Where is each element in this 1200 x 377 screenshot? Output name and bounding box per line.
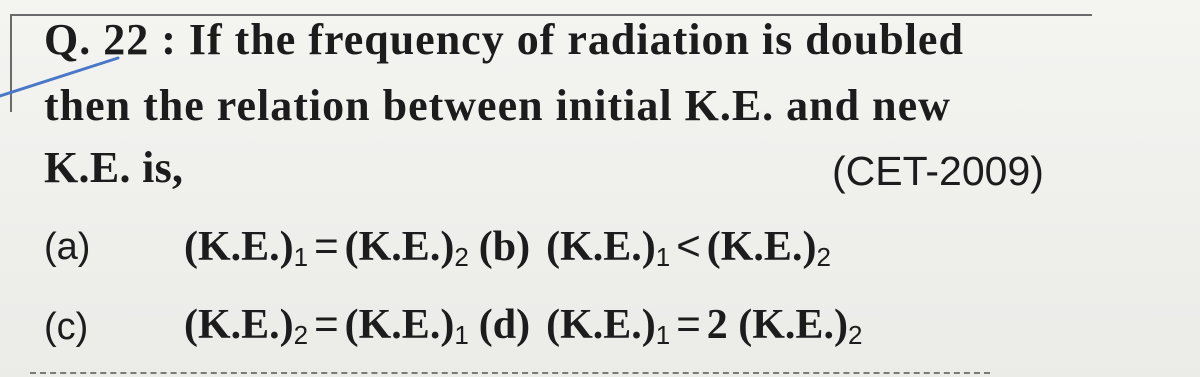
option-c-lhs: $(K.E.)_2$ [184,302,309,350]
option-c-operator: = [314,300,339,347]
option-b-operator: < [676,222,701,269]
question-number: Q. 22 : [44,15,177,64]
question-line-2: then the relation between initial K.E. and new [44,81,951,130]
option-d-label: (d) [478,302,531,348]
question-line-1 [44,14,964,65]
option-a-rhs: $(K.E.)_2$ [344,224,469,272]
option-d-rhs: 2 $(K.E.)_2$ [706,302,863,350]
option-a-lhs: $(K.E.)_1$ [184,224,309,272]
options-row-cd [184,300,862,349]
option-d-operator: = [676,300,701,347]
option-b-lhs: $(K.E.)_1$ [546,224,671,272]
option-a-label: (a) [44,226,91,268]
question-line-3: K.E. is, [44,143,184,192]
options-row-ab [184,222,831,271]
option-b-label: (b) [478,224,531,270]
option-a-operator: = [314,222,339,269]
option-b-rhs: $(K.E.)_2$ [706,224,831,272]
exam-tag: (CET-2009) [832,148,1044,194]
bottom-rule [30,372,990,374]
question-text-line-1: If the frequency of radiation is doubled [188,15,964,64]
option-c-rhs: $(K.E.)_1$ [344,302,469,350]
option-d-lhs: $(K.E.)_1$ [546,302,671,350]
option-c-label: (c) [44,306,89,348]
